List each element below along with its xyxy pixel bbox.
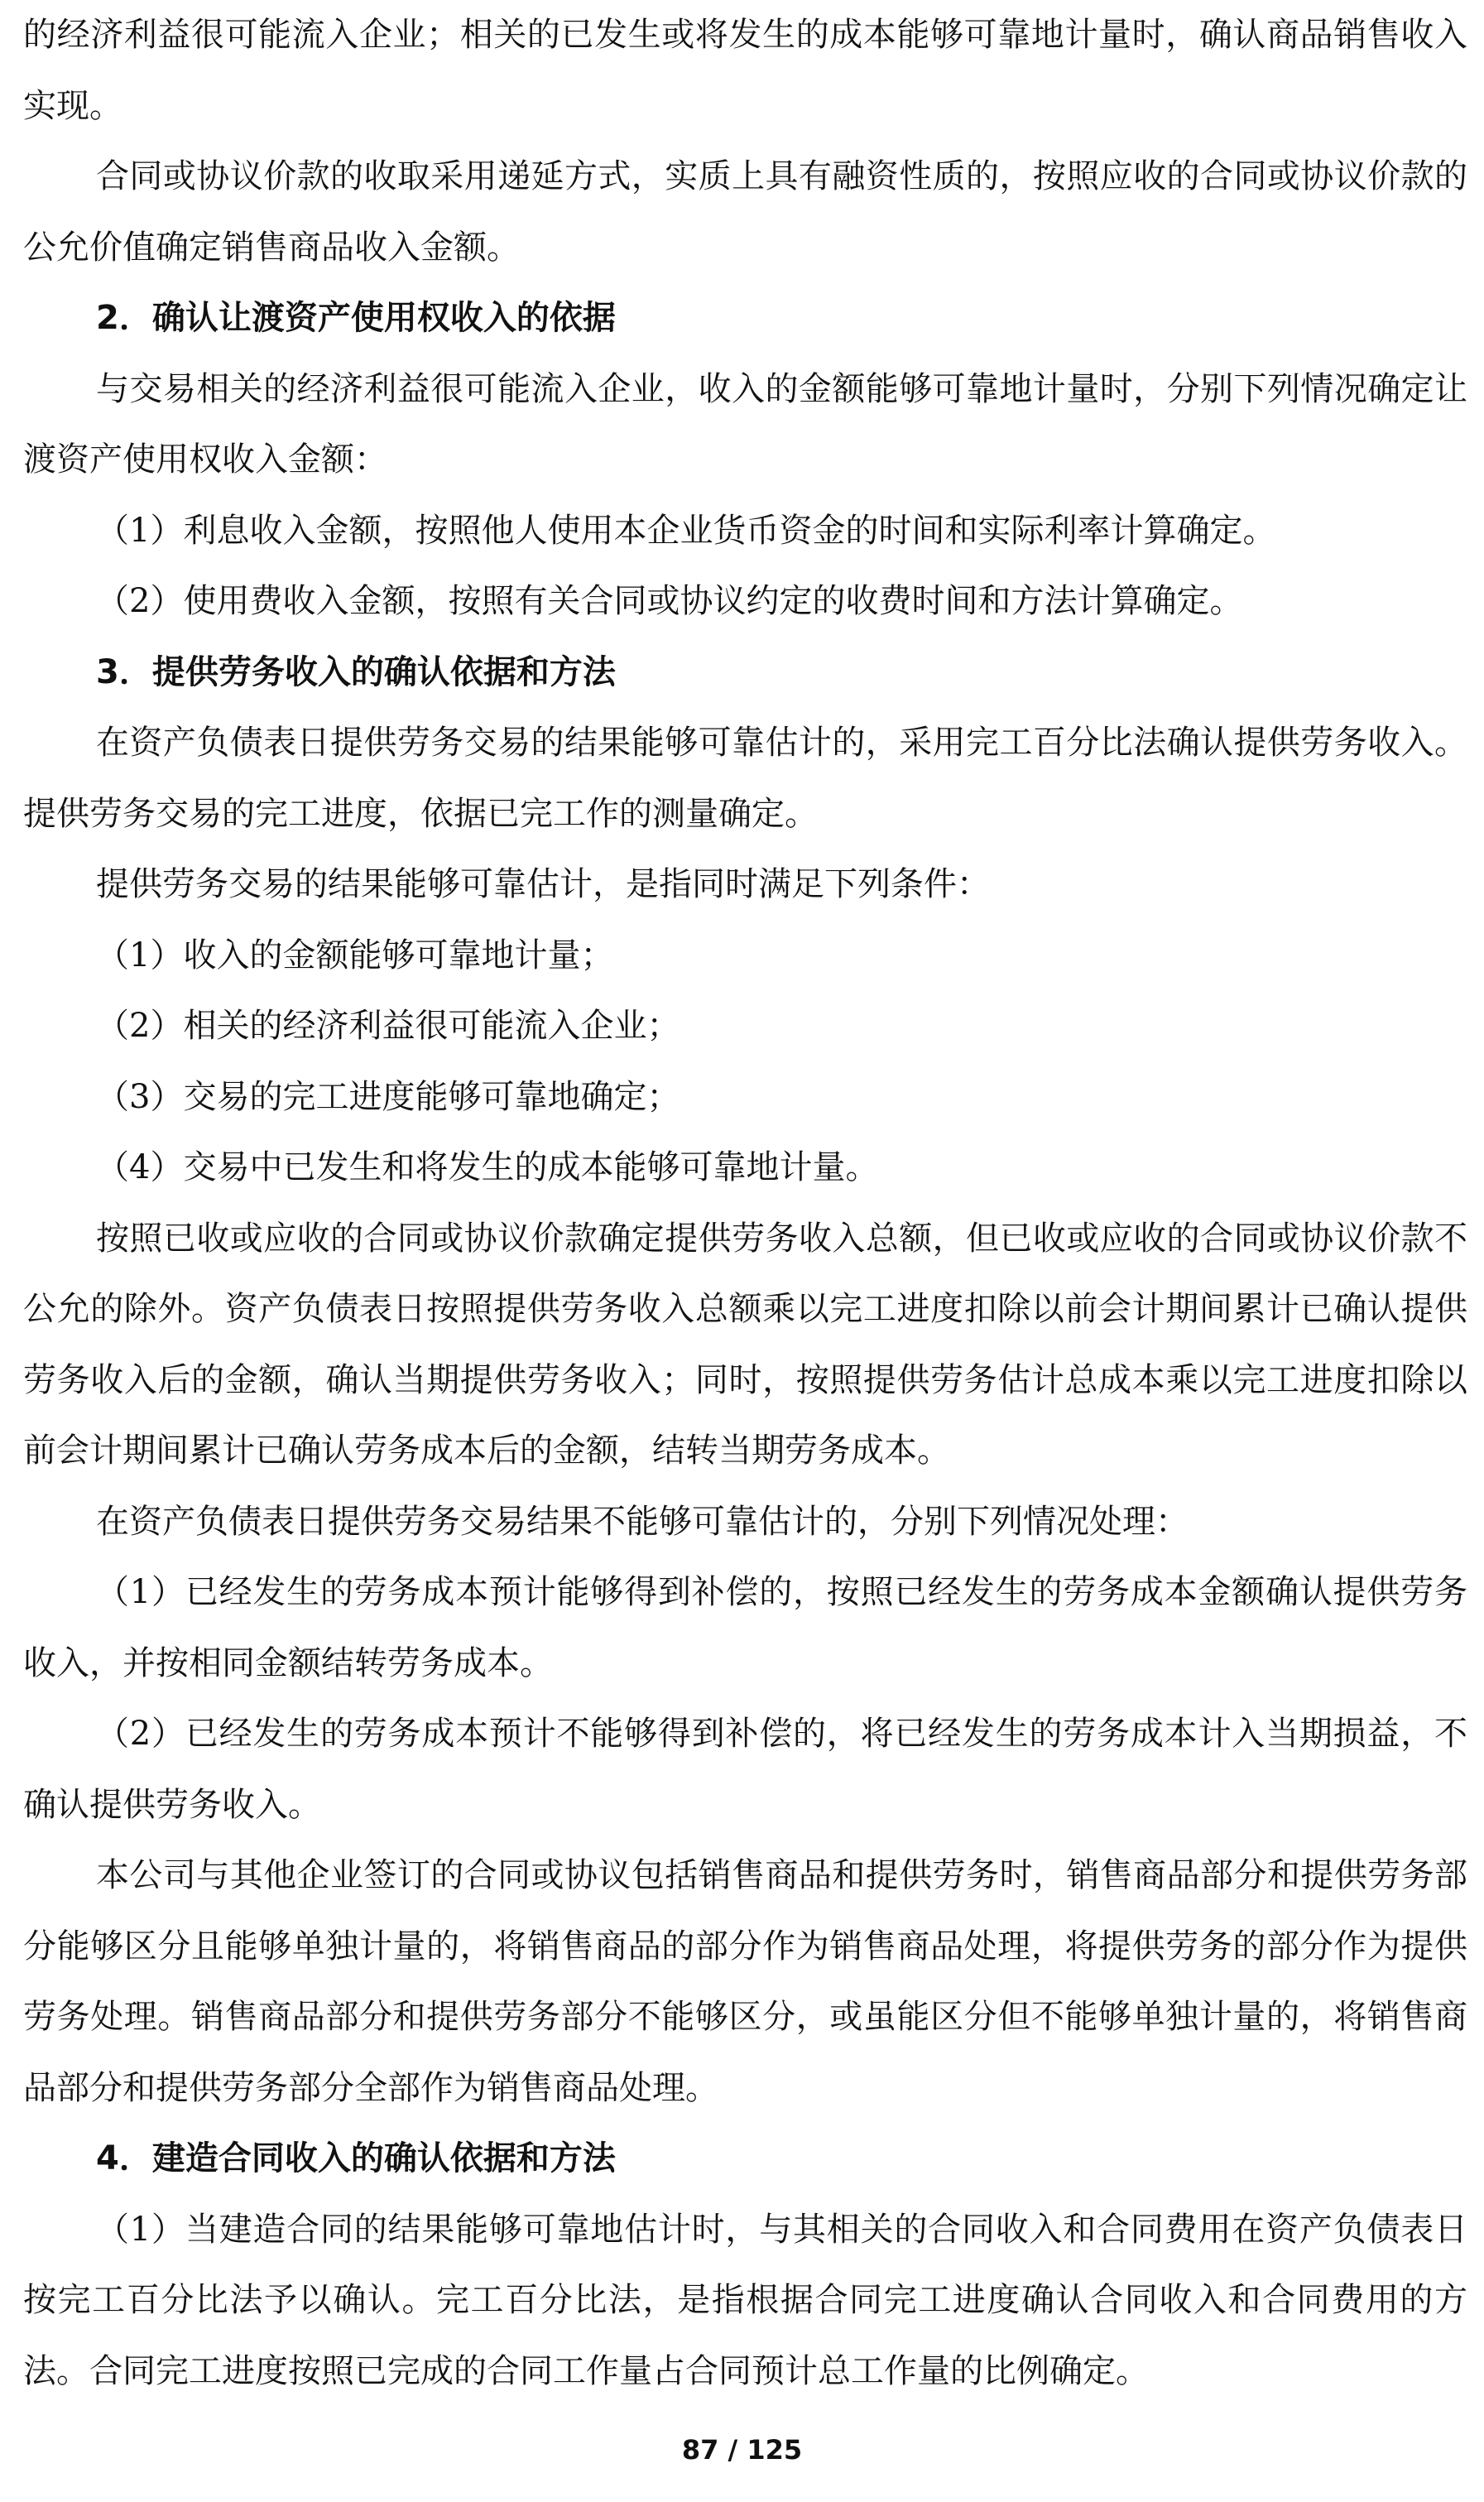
paragraph: 的经济利益很可能流入企业；相关的已发生或将发生的成本能够可靠地计量时，确认商品销售收入实现。 <box>23 16 1467 125</box>
paragraph: 按照已收或应收的合同或协议价款确定提供劳务收入总额，但已收或应收的合同或协议价款不公允的除外。资产负债表日按照提供劳务收入总额乘以完工进度扣除以前会计期间累计已确认提供劳务收入后的金额，确认当期提供劳务收入；同时，按照提供劳务估计总成本乘以完工进度扣除以前会计期间累计已确认劳务成本后的金额，结转当期劳务成本。 <box>23 1219 1467 1470</box>
section-heading: 2．确认让渡资产使用权收入的依据 <box>96 299 616 337</box>
paragraph: 与交易相关的经济利益很可能流入企业，收入的金额能够可靠地计量时，分别下列情况确定让渡资产使用权收入金额： <box>23 369 1467 479</box>
list-item: （1）当建造合同的结果能够可靠地估计时，与其相关的合同收入和合同费用在资产负债表日按完工百分比法予以确认。完工百分比法，是指根据合同完工进度确认合同收入和合同费用的方法。合同完工进度按照已完成的合同工作量占合同预计总工作量的比例确定。 <box>23 2210 1467 2390</box>
paragraph: 在资产负债表日提供劳务交易的结果能够可靠估计的，采用完工百分比法确认提供劳务收入。提供劳务交易的完工进度，依据已完工作的测量确定。 <box>23 724 1467 833</box>
list-item: （2）已经发生的劳务成本预计不能够得到补偿的，将已经发生的劳务成本计入当期损益，不确认提供劳务收入。 <box>23 1715 1467 1824</box>
list-item: （1）利息收入金额，按照他人使用本企业货币资金的时间和实际利率计算确定。 <box>96 511 1276 550</box>
paragraph: 本公司与其他企业签订的合同或协议包括销售商品和提供劳务时，销售商品部分和提供劳务部分能够区分且能够单独计量的，将销售商品的部分作为销售商品处理，将提供劳务的部分作为提供劳务处理。销售商品部分和提供劳务部分不能够区分，或虽能区分但不能够单独计量的，将销售商品部分和提供劳务部分全部作为销售商品处理。 <box>23 1856 1467 2107</box>
document-body <box>23 0 1467 2407</box>
section-heading: 3．提供劳务收入的确认依据和方法 <box>96 652 616 691</box>
paragraph: 提供劳务交易的结果能够可靠估计，是指同时满足下列条件： <box>96 865 990 903</box>
list-item: （4）交易中已发生和将发生的成本能够可靠地计量。 <box>96 1148 879 1186</box>
list-item: （1）收入的金额能够可靠地计量； <box>96 936 614 974</box>
list-item: （2）使用费收入金额，按照有关合同或协议约定的收费时间和方法计算确定。 <box>96 582 1243 620</box>
paragraph: 在资产负债表日提供劳务交易结果不能够可靠估计的，分别下列情况处理： <box>96 1502 1189 1541</box>
list-item: （2）相关的经济利益很可能流入企业； <box>96 1007 680 1045</box>
paragraph: 合同或协议价款的收取采用递延方式，实质上具有融资性质的，按照应收的合同或协议价款的公允价值确定销售商品收入金额。 <box>23 157 1467 267</box>
list-item: （3）交易的完工进度能够可靠地确定； <box>96 1077 680 1116</box>
section-heading: 4．建造合同收入的确认依据和方法 <box>96 2139 616 2177</box>
page-number: 87 / 125 <box>681 2434 803 2466</box>
list-item: （1）已经发生的劳务成本预计能够得到补偿的，按照已经发生的劳务成本金额确认提供劳务收入，并按相同金额结转劳务成本。 <box>23 1573 1467 1682</box>
